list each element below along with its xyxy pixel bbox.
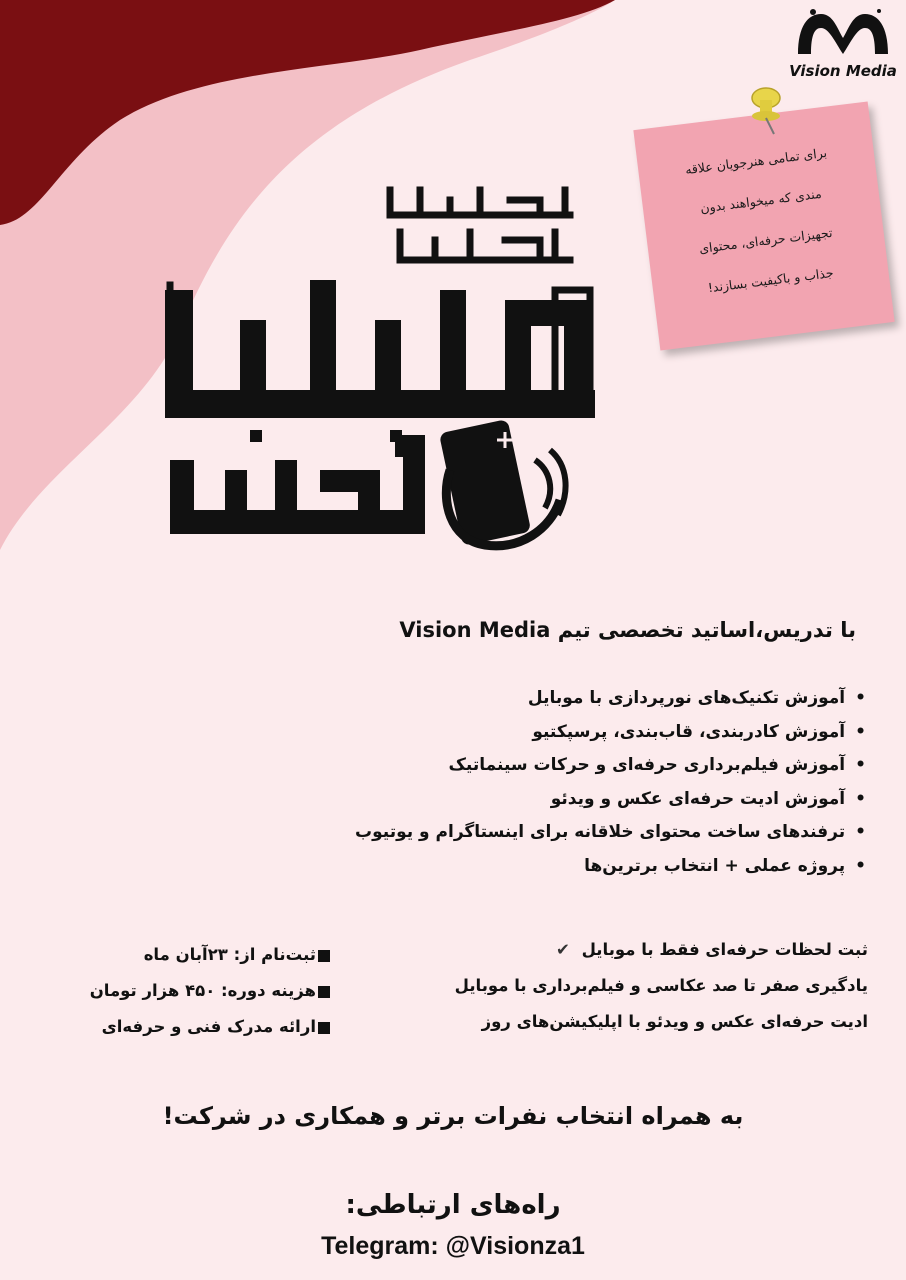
bullet-icon: •: [855, 788, 866, 809]
brand-name: Vision Media: [789, 62, 897, 80]
push-pin-icon: [740, 78, 790, 138]
square-bullet-icon: [318, 950, 330, 962]
list-item: •آموزش ادیت حرفه‌ای عکس و ویدئو: [550, 788, 866, 809]
bullet-icon: •: [855, 855, 866, 876]
instructors-heading: با تدریس،اساتید تخصصی تیم Vision Media: [399, 618, 856, 642]
feature-item: ثبت لحظات حرفه‌ای فقط با موبایل ✔: [556, 940, 868, 959]
note-line: مندی که میخواهند بدون: [699, 185, 823, 216]
checkmark-icon: ✔: [556, 940, 576, 959]
square-bullet-icon: [318, 1022, 330, 1034]
list-item: •آموزش فیلم‌برداری حرفه‌ای و حرکات سینماتیک: [448, 755, 866, 775]
feature-item: یادگیری صفر تا صد عکاسی و فیلم‌برداری با موبایل: [454, 976, 868, 995]
info-item: ثبت‌نام از: ۲۳آبان ماه: [50, 937, 330, 973]
contact-title: راه‌های ارتباطی:: [345, 1190, 561, 1220]
telegram-link[interactable]: Telegram: @Visionza1: [321, 1232, 585, 1260]
curriculum-list: [146, 682, 866, 883]
bullet-icon: •: [855, 822, 866, 842]
list-item: •ترفندهای ساخت محتوای خلاقانه برای اینستاگرام و یوتیوب: [355, 822, 866, 842]
sticky-note: [633, 101, 894, 350]
features-list: [388, 932, 868, 1040]
vision-media-logo-icon: [793, 6, 893, 62]
workshop-title-art: [150, 170, 610, 570]
bullet-icon: •: [855, 721, 866, 742]
list-item: •آموزش تکنیک‌های نورپردازی با موبایل: [527, 688, 866, 708]
bullet-icon: •: [855, 755, 866, 775]
bullet-icon: •: [855, 688, 866, 708]
info-item: هزینه دوره: ۴۵۰ هزار تومان: [50, 973, 330, 1009]
note-line: برای تمامی هنرجویان علاقه: [684, 144, 828, 178]
note-line: جذاب و باکیفیت بسازند!: [706, 264, 835, 296]
list-item: •پروژه عملی + انتخاب برترین‌ها: [584, 855, 866, 876]
course-info-list: [50, 937, 330, 1045]
note-line: تجهیزات حرفه‌ای، محتوای: [698, 224, 834, 257]
hand-phone-icon: [439, 419, 566, 546]
cta-banner: به همراه انتخاب نفرات برتر و همکاری در شرکت!: [162, 1102, 744, 1130]
info-item: ارائه مدرک فنی و حرفه‌ای: [50, 1009, 330, 1045]
list-item: •آموزش کادربندی، قاب‌بندی، پرسپکتیو: [532, 721, 866, 742]
square-bullet-icon: [318, 986, 330, 998]
feature-item: ادیت حرفه‌ای عکس و ویدئو با اپلیکیشن‌های روز: [481, 1012, 868, 1031]
brand-logo: [788, 6, 898, 80]
